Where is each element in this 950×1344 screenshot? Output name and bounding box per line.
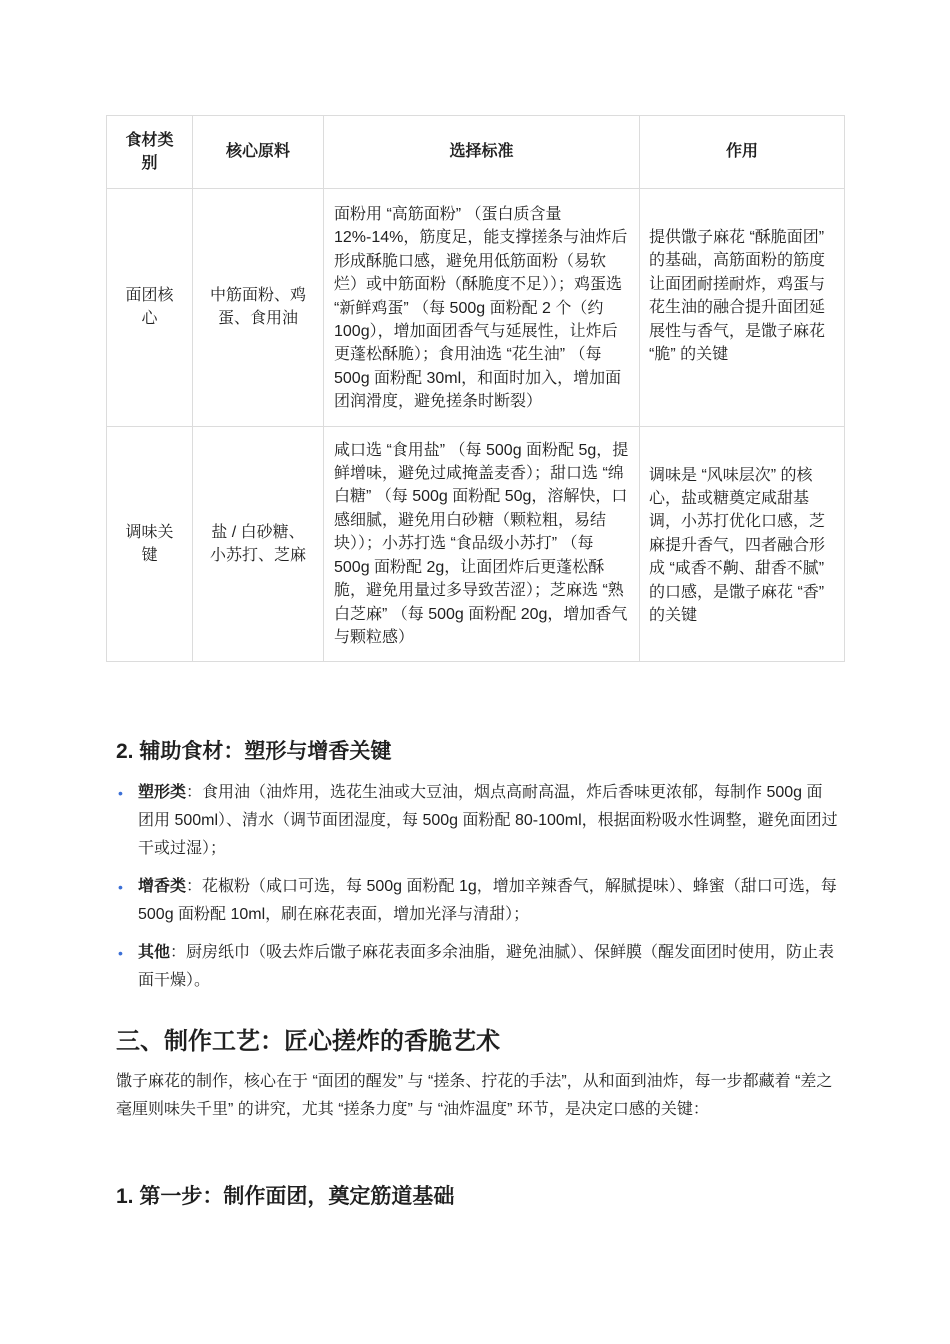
list-item [116,939,838,995]
step1-heading: 1. 第一步：制作面团，奠定筋道基础 [116,1185,455,1208]
table-row [107,426,845,662]
table-cell-ingredients: 中筋面粉、鸡蛋、食用油 [193,189,324,427]
table-cell-category: 面团核心 [107,189,193,427]
list-item-label: 其他 [138,944,171,961]
table-cell-criteria: 面粉用 “高筋面粉” （蛋白质含量 12%-14%，筋度足，能支撑搓条与油炸后形成酥脆口感，避免用低筋面粉（易软烂）或中筋面粉（酥脆度不足））；鸡蛋选 “新鲜鸡蛋” （每 500g 面粉配 2 个（约 100g），增加面团香气与延展性，让炸后更蓬松酥脆）；食用油选 “花生油” （每 500g 面粉配 30ml，和面时加入，增加面团润滑度，避免搓条时断裂） [324,189,640,427]
table-header-row [107,116,845,189]
list-item-text: ：厨房纸巾（吸去炸后馓子麻花表面多余油脂，避免油腻）、保鲜膜（醒发面团时使用，防止表面干燥）。 [138,944,835,989]
auxiliary-ingredients-list [116,779,838,1005]
table-cell-criteria: 咸口选 “食用盐” （每 500g 面粉配 5g，提鲜增味，避免过咸掩盖麦香）；甜口选 “绵白糖” （每 500g 面粉配 50g，溶解快，口感细腻，避免用白砂糖（颗粒粗，易结块））；小苏打选 “食品级小苏打” （每 500g 面粉配 2g，让面团炸后更蓬松酥脆，避免用量过多导致苦涩）；芝麻选 “熟白芝麻” （每 500g 面粉配 20g，增加香气与颗粒感） [324,426,640,662]
list-item-text: ：食用油（油炸用，选花生油或大豆油，烟点高耐高温，炸后香味更浓郁，每制作 500g 面团用 500ml）、清水（调节面团湿度，每 500g 面粉配 80-100ml，根据面粉吸水性调整，避免面团过干或过湿）； [138,784,838,857]
document-page [106,115,844,1208]
bullet-icon: • [118,945,123,961]
list-item-label: 塑形类 [138,784,187,801]
bullet-icon: • [118,879,123,895]
process-intro-paragraph: 馓子麻花的制作，核心在于 “面团的醒发” 与 “搓条、拧花的手法”，从和面到油炸，每一步都藏着 “差之毫厘则味失千里” 的讲究，尤其 “搓条力度” 与 “油炸温度” 环节，是决定口感的关键： [116,1073,833,1118]
table-cell-role: 调味是 “风味层次” 的核心，盐或糖奠定咸甜基调，小苏打优化口感，芝麻提升香气，四者融合形成 “咸香不齁、甜香不腻” 的口感，是馓子麻花 “香” 的关键 [640,426,845,662]
table-header-cell: 食材类别 [107,116,193,189]
table-header-cell: 选择标准 [324,116,640,189]
table-header-cell: 核心原料 [193,116,324,189]
list-item [116,873,838,929]
table-cell-role: 提供馓子麻花 “酥脆面团” 的基础，高筋面粉的筋度让面团耐搓耐炸，鸡蛋与花生油的融合提升面团延展性与香气，是馓子麻花 “脆” 的关键 [640,189,845,427]
table-cell-category: 调味关键 [107,426,193,662]
list-item [116,779,838,863]
table-cell-ingredients: 盐 / 白砂糖、小苏打、芝麻 [193,426,324,662]
list-item-text: ：花椒粉（咸口可选，每 500g 面粉配 1g，增加辛辣香气，解腻提味）、蜂蜜（甜口可选，每 500g 面粉配 10ml，刷在麻花表面，增加光泽与清甜）； [138,878,837,923]
list-item-label: 增香类 [138,878,187,895]
table-row [107,189,845,427]
table-header-cell: 作用 [640,116,845,189]
section-heading-process: 三、制作工艺：匠心搓炸的香脆艺术 [116,1028,500,1055]
bullet-icon: • [118,785,123,801]
ingredients-table [106,115,845,662]
section-heading-auxiliary-ingredients: 2. 辅助食材：塑形与增香关键 [116,740,392,763]
